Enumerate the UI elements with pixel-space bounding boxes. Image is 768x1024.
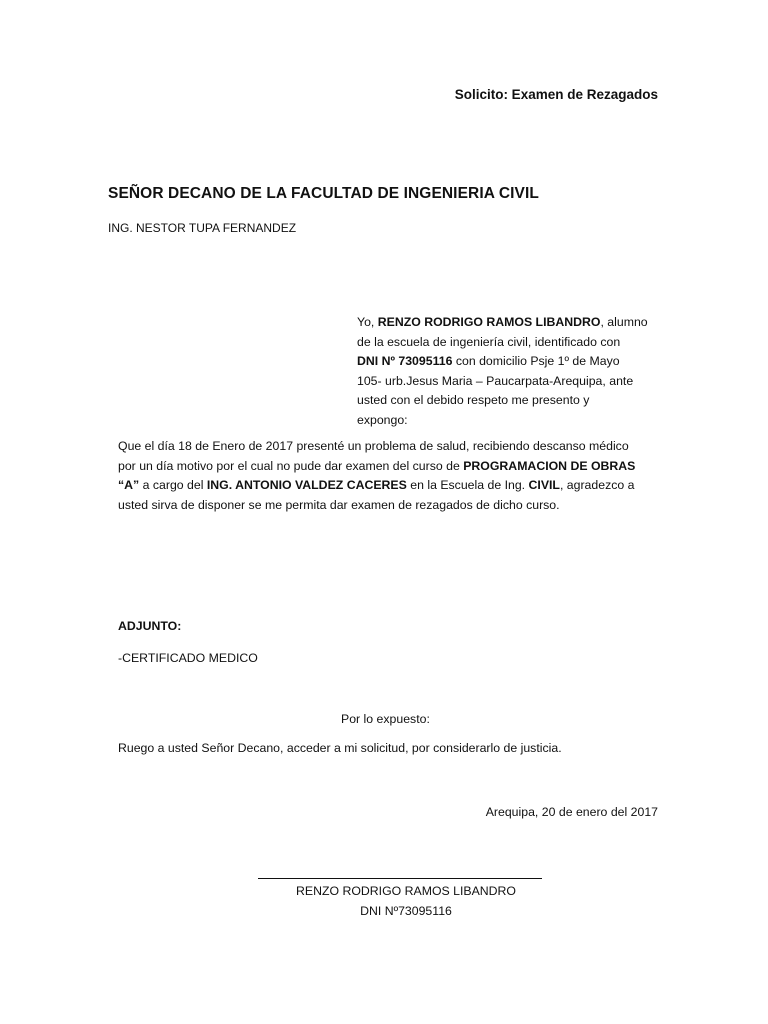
request-line: Ruego a usted Señor Decano, acceder a mi solicitud, por considerarlo de justicia. bbox=[118, 741, 562, 755]
intro-paragraph bbox=[357, 313, 657, 430]
intro-line bbox=[357, 352, 657, 372]
body-text: , agradezco a bbox=[559, 478, 635, 492]
body-text: a cargo del bbox=[139, 478, 207, 492]
intro-line: 105- urb.Jesus Maria – Paucarpata-Arequipa, ante bbox=[357, 373, 634, 388]
signature-dni: DNI Nº73095116 bbox=[360, 904, 452, 918]
intro-line: expongo: bbox=[357, 412, 408, 427]
professor-name: ING. ANTONIO VALDEZ CACERES bbox=[206, 478, 407, 492]
body-line: Que el día 18 de Enero de 2017 presenté un problema de salud, recibiendo descanso médico bbox=[118, 439, 629, 453]
body-paragraph bbox=[118, 437, 678, 515]
student-name: RENZO RODRIGO RAMOS LIBANDRO bbox=[377, 315, 601, 329]
intro-text: Yo, bbox=[357, 315, 378, 329]
subject-line: Solicito: Examen de Rezagados bbox=[454, 87, 658, 102]
intro-line: usted con el debido respeto me presento y bbox=[357, 393, 590, 407]
body-text: por un día motivo por el cual no pude dar examen del curso de bbox=[118, 458, 464, 473]
school-name: CIVIL bbox=[528, 478, 560, 492]
addressee-name: ING. NESTOR TUPA FERNANDEZ bbox=[108, 221, 297, 235]
intro-line bbox=[357, 313, 657, 333]
addressee-title: SEÑOR DECANO DE LA FACULTAD DE INGENIERIA CIVIL bbox=[108, 185, 539, 202]
intro-text: con domicilio Psje 1º de Mayo bbox=[452, 354, 620, 368]
course-name: PROGRAMACION DE OBRAS bbox=[463, 458, 636, 473]
student-dni: DNI Nº 73095116 bbox=[357, 354, 453, 368]
attachment-heading: ADJUNTO: bbox=[118, 619, 182, 633]
intro-line: de la escuela de ingeniería civil, identificado con bbox=[357, 334, 621, 349]
signature-name: RENZO RODRIGO RAMOS LIBANDRO bbox=[296, 884, 516, 898]
attachment-item: -CERTIFICADO MEDICO bbox=[118, 651, 258, 665]
body-line bbox=[118, 457, 678, 477]
por-lo-expuesto: Por lo expuesto: bbox=[341, 712, 430, 726]
place-date: Arequipa, 20 de enero del 2017 bbox=[485, 805, 658, 819]
body-text: en la Escuela de Ing. bbox=[406, 478, 529, 492]
signature-line bbox=[258, 878, 542, 879]
course-section: “A” bbox=[118, 478, 140, 492]
body-line: usted sirva de disponer se me permita dar examen de rezagados de dicho curso. bbox=[118, 497, 560, 512]
intro-text: , alumno bbox=[600, 315, 648, 329]
body-line bbox=[118, 476, 678, 496]
